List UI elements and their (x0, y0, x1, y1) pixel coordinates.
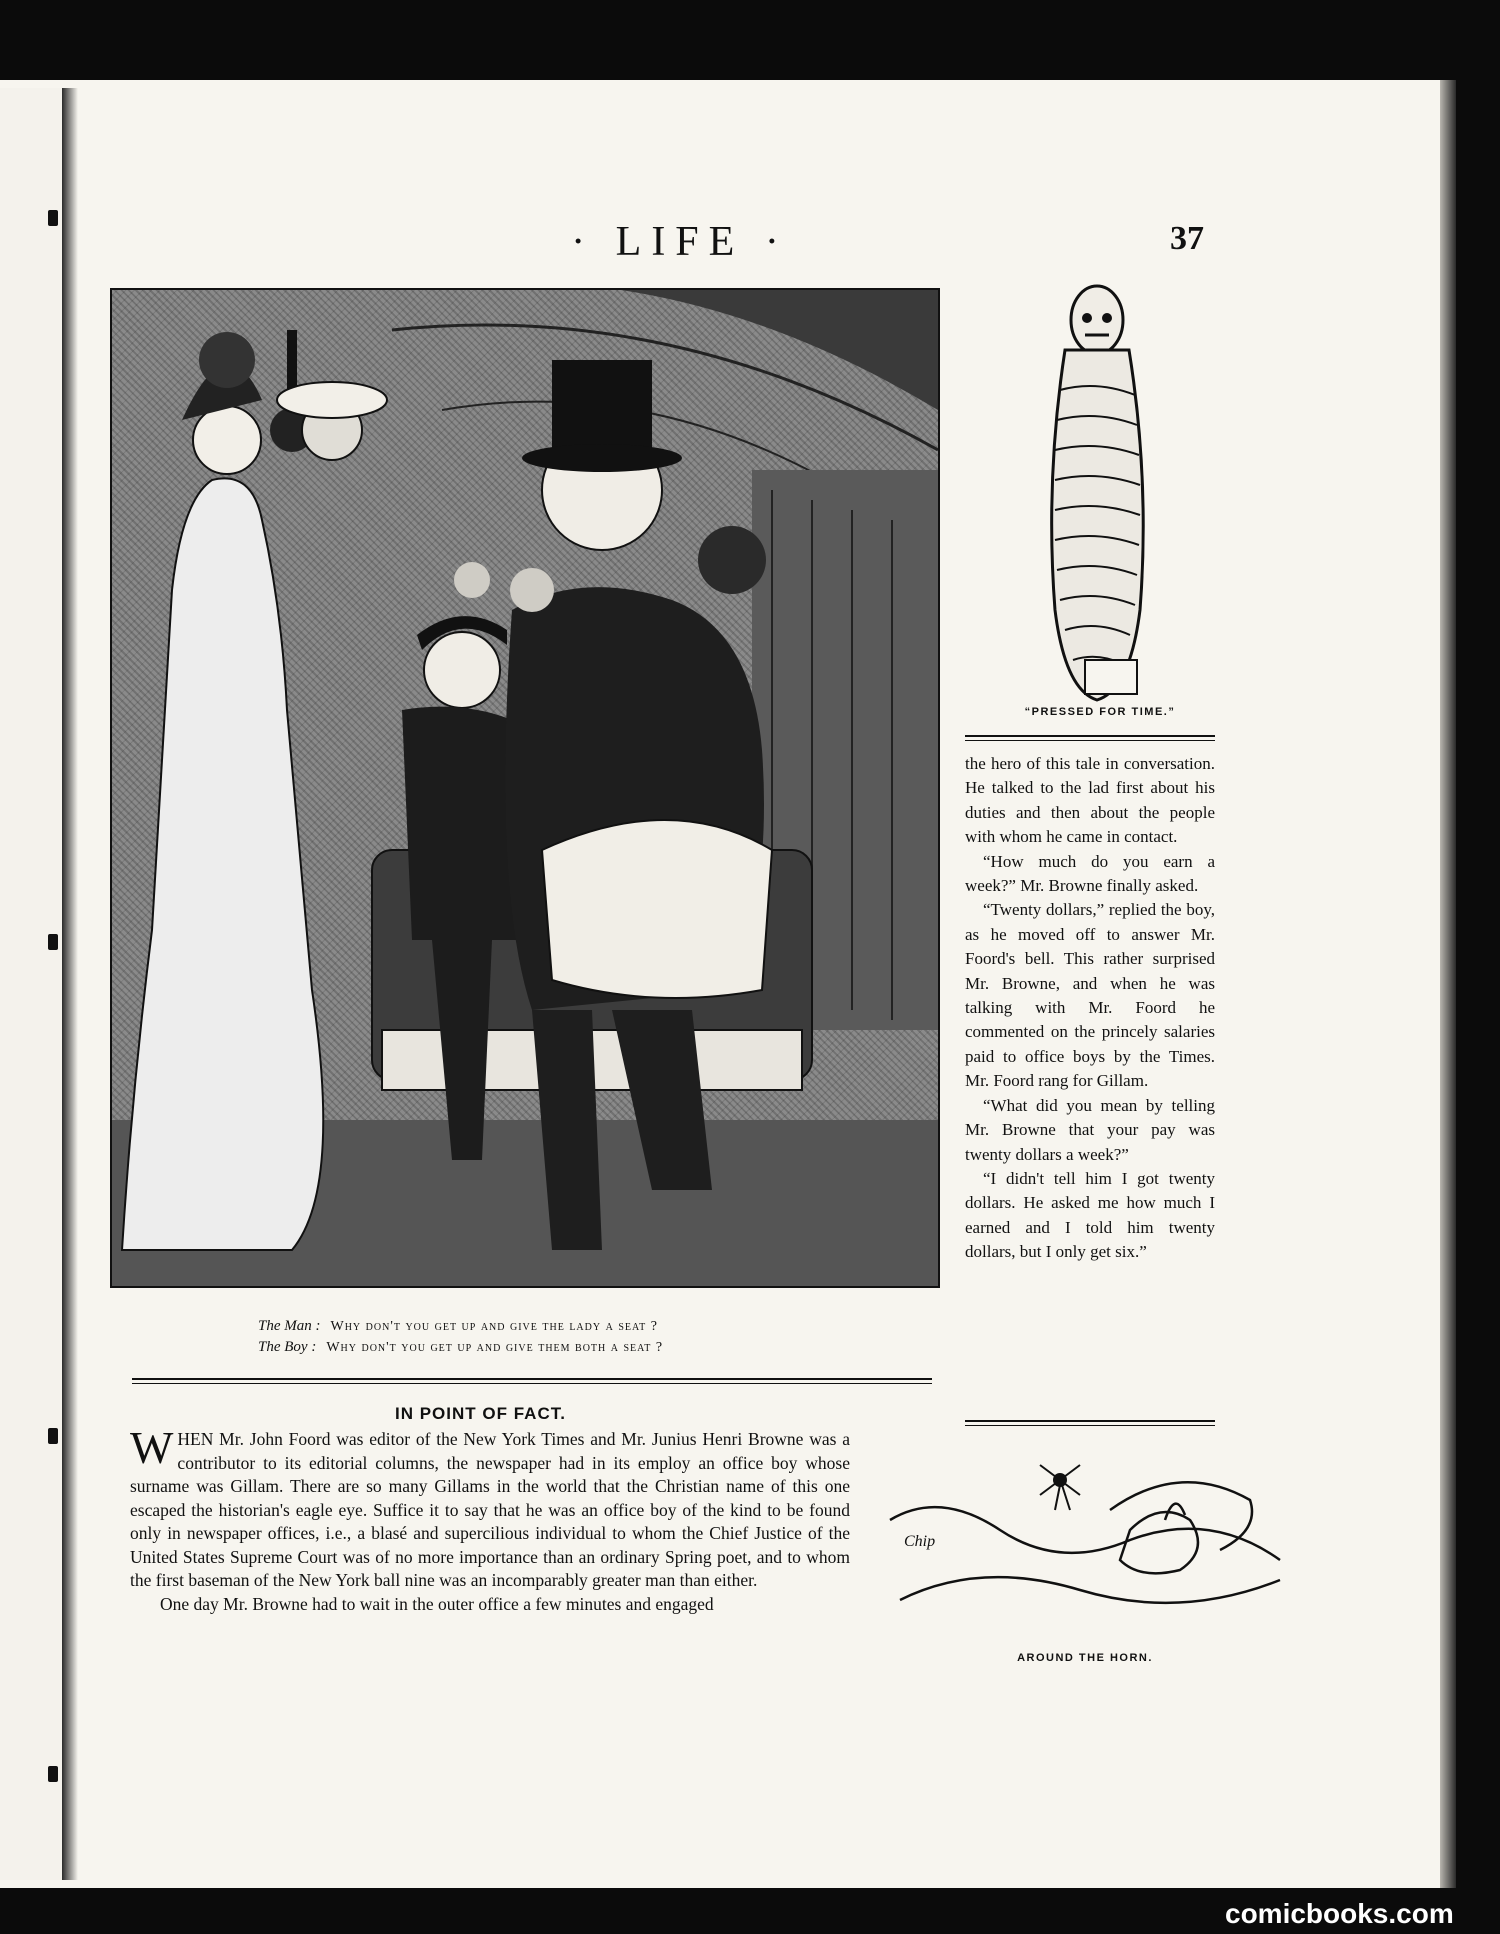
binding-hole (48, 210, 58, 226)
drop-cap: W (130, 1422, 174, 1473)
caption-speaker: The Man : (258, 1318, 321, 1334)
divider-rule (132, 1383, 932, 1384)
gutter-shadow (62, 88, 78, 1880)
binding-hole (48, 934, 58, 950)
magazine-title: · LIFE · (571, 219, 789, 265)
column-paragraph: “I didn't tell him I got twenty dollars. He asked me how much I earned and I told him twenty dollars, but I only get six.” (965, 1168, 1215, 1262)
article-body (130, 1422, 850, 1616)
illustration-caption-line-1 (258, 1318, 658, 1335)
caption-text: Why don't you get up and give them both a seat ? (326, 1340, 664, 1355)
article-continuation-column (965, 752, 1215, 1265)
illustration-caption-line-2 (258, 1339, 663, 1356)
train-car-illustration (110, 288, 940, 1288)
side-illustration-caption: “PRESSED FOR TIME.” (1024, 706, 1176, 718)
divider-rule (132, 1378, 932, 1380)
caption-speaker: The Boy : (258, 1339, 317, 1355)
column-divider-rule (965, 735, 1215, 737)
column-paragraph: the hero of this tale in conversation. He talked to the lad first about his duties and then about the people with whom he came in contact. (965, 754, 1215, 847)
column-paragraph: “Twenty dollars,” replied the boy, as he moved off to answer Mr. Foord's bell. This rather surprised Mr. Browne, and when he was talking with Mr. Foord he commented on the princely salaries paid to office boys by the Times. Mr. Foord rang for Gillam. (965, 900, 1215, 1091)
column-divider-rule (965, 740, 1215, 741)
bottom-illustration-caption: AROUND THE HORN. (1017, 1652, 1153, 1664)
artist-signature: Chip (904, 1533, 936, 1550)
page-number: 37 (1170, 220, 1204, 257)
mummy-illustration (1025, 280, 1170, 710)
article-title: IN POINT OF FACT. (395, 1404, 566, 1423)
article-paragraph (130, 1422, 850, 1593)
article-paragraph-text: HEN Mr. John Foord was editor of the New York Times and Mr. Junius Henri Browne was a contributor to its editorial columns, the newspaper had in its employ an office boy whose surname was Gillam. There are so many Gillams in the world that the Christian name of this one escaped the historian's eagle eye. Suffice it to say that he was an office boy of the kind to be found only in newspaper offices, i.e., a blasé and supercilious individual to whom the Chief Justice of the United States Supreme Court was of no more importance than an ordinary Spring poet, and to whom the first baseman of the New York ball nine was an incomparably greater man than either. (130, 1429, 850, 1590)
caption-text: Why don't you get up and give the lady a seat ? (330, 1319, 658, 1334)
site-watermark: comicbooks.com (1225, 1898, 1454, 1929)
left-page-edge (0, 88, 65, 1880)
right-page-shadow (1440, 80, 1456, 1888)
sleeping-man-mosquito-illustration (880, 1420, 1300, 1650)
column-paragraph: “How much do you earn a week?” Mr. Browne finally asked. (965, 851, 1215, 896)
column-paragraph: “What did you mean by telling Mr. Browne that your pay was twenty dollars a week?” (965, 1095, 1215, 1164)
article-paragraph: One day Mr. Browne had to wait in the outer office a few minutes and engaged (160, 1593, 714, 1614)
binding-hole (48, 1766, 58, 1782)
binding-hole (48, 1428, 58, 1444)
